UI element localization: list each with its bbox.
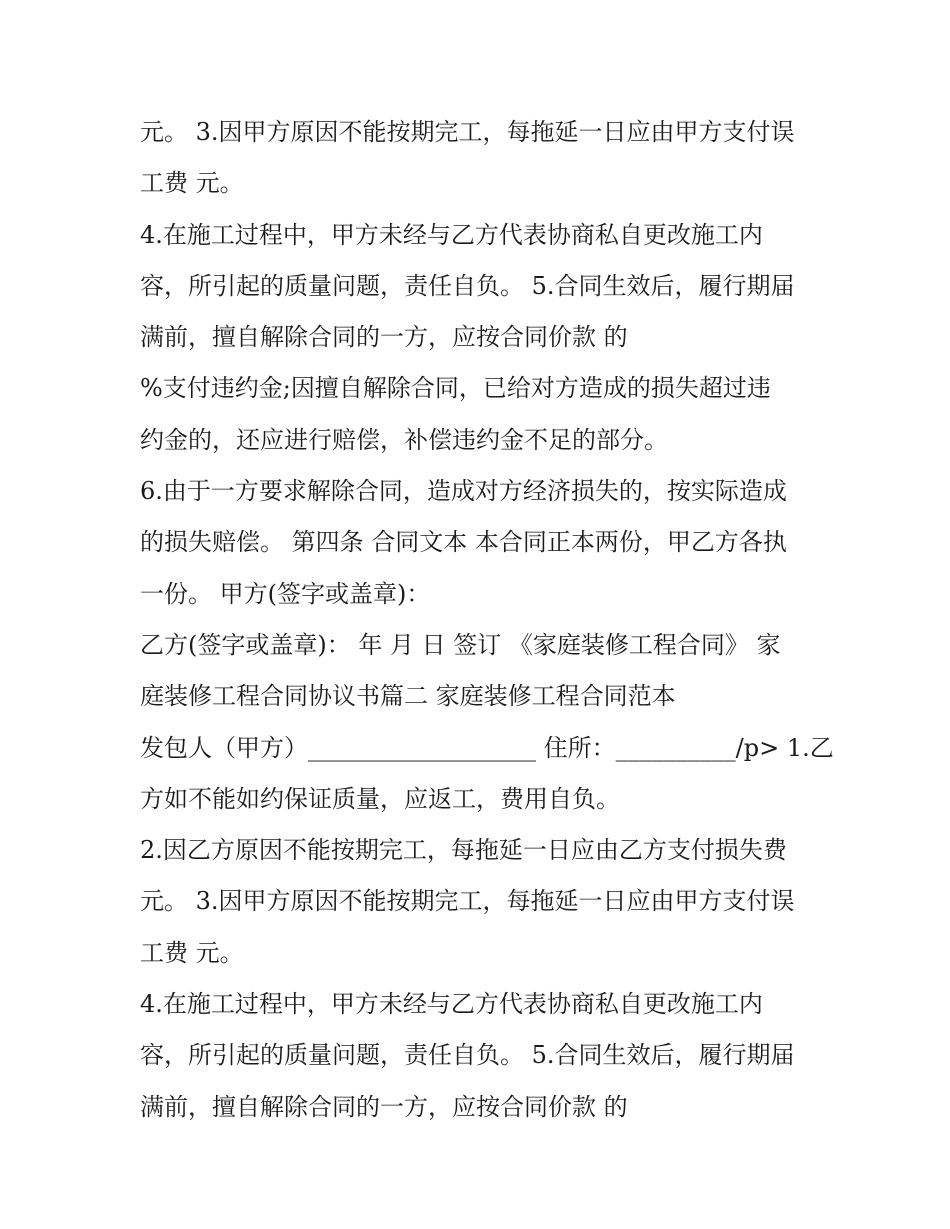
text-line: 约金的，还应进行赔偿，补偿违约金不足的部分。 bbox=[140, 425, 668, 454]
text-line: 6.由于一方要求解除合同，造成对方经济损失的，按实际造成 bbox=[140, 477, 787, 506]
text-line: 元。 3.因甲方原因不能按期完工，每拖延一日应由甲方支付误 bbox=[140, 118, 795, 146]
text-line: 4.在施工过程中，甲方未经与乙方代表协商私自更改施工内 bbox=[140, 990, 763, 1019]
text-line: 的损失赔偿。 第四条 合同文本 本合同正本两份，甲乙方各执 bbox=[140, 528, 787, 557]
text-line: 庭装修工程合同协议书篇二 家庭装修工程合同范本 bbox=[140, 682, 676, 711]
text-line: 元。 3.因甲方原因不能按期完工，每拖延一日应由甲方支付误 bbox=[140, 887, 795, 916]
text-line: 方如不能如约保证质量，应返工，费用自负。 bbox=[140, 784, 620, 813]
text-line: 工费 元。 bbox=[140, 169, 244, 198]
text-line: 2.因乙方原因不能按期完工，每拖延一日应由乙方支付损失费 bbox=[140, 836, 787, 865]
text-line: 发包人（甲方）___________________ 住所：__________/p> 1.乙 bbox=[140, 733, 834, 762]
text-line: 满前，擅自解除合同的一方，应按合同价款 的 bbox=[140, 323, 628, 352]
text-line: 工费 元。 bbox=[140, 938, 244, 967]
contract-text bbox=[140, 107, 834, 1133]
text-line: 满前，擅自解除合同的一方，应按合同价款 的 bbox=[140, 1092, 628, 1121]
text-line: 乙方(签字或盖章)： 年 月 日 签订 《家庭装修工程合同》 家 bbox=[140, 630, 781, 659]
text-line: 容，所引起的质量问题，责任自负。 5.合同生效后，履行期届 bbox=[140, 271, 795, 300]
text-line: 4.在施工过程中，甲方未经与乙方代表协商私自更改施工内 bbox=[140, 220, 763, 249]
text-line: 一份。 甲方(签字或盖章)： bbox=[140, 579, 431, 608]
text-line: 容，所引起的质量问题，责任自负。 5.合同生效后，履行期届 bbox=[140, 1041, 795, 1070]
text-line: %支付违约金;因擅自解除合同，已给对方造成的损失超过违 bbox=[140, 374, 771, 403]
